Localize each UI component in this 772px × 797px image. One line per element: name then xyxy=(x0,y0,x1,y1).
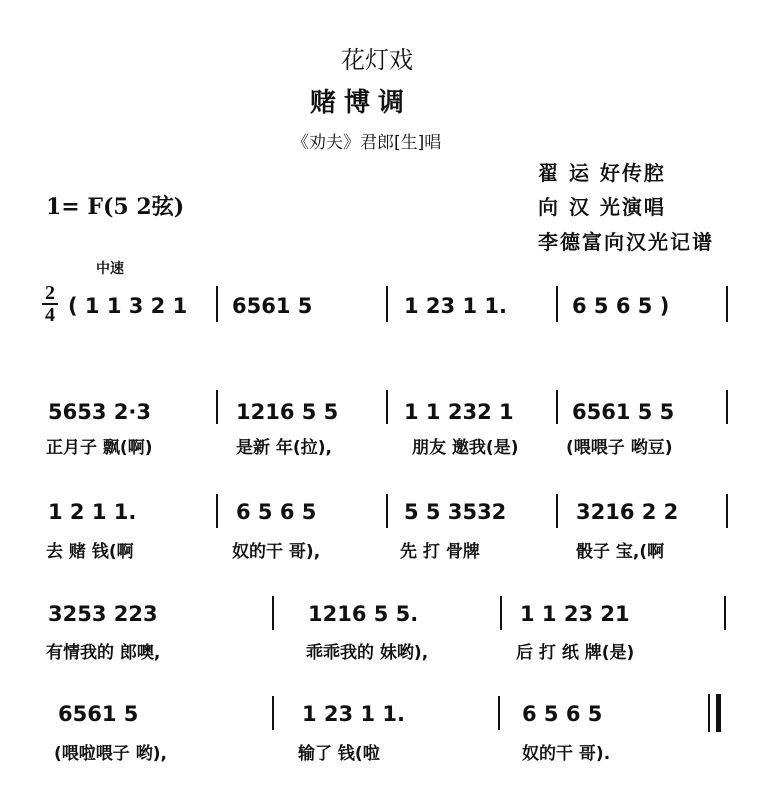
lyric: 朋友 邀我(是) xyxy=(412,438,519,458)
barline xyxy=(556,390,558,424)
tempo-mark: 中速 xyxy=(96,261,124,277)
measure: 6561 5 5 xyxy=(572,400,675,424)
lyric: 奴的干 哥). xyxy=(522,744,611,764)
lyric: 乖乖我的 妹哟), xyxy=(306,643,429,663)
barline xyxy=(726,286,728,322)
role-line: 《劝夫》君郎[生]唱 xyxy=(292,133,442,153)
barline xyxy=(216,286,218,322)
measure: 5 5 3532 xyxy=(404,500,507,524)
lyric: 输了 钱(啦 xyxy=(298,744,380,764)
measure: 1 2 1 1. xyxy=(48,500,137,524)
barline xyxy=(272,696,274,730)
time-signature xyxy=(42,284,58,324)
lyric: 后 打 纸 牌(是) xyxy=(516,643,635,663)
measure: 1 1 232 1 xyxy=(404,400,514,424)
measure: 1 23 1 1. xyxy=(404,294,507,318)
song-title: 赌博调 xyxy=(310,88,413,118)
measure: 6561 5 xyxy=(232,294,313,318)
credit-line-3: 李德富向汉光记谱 xyxy=(538,230,714,254)
lyric: 有情我的 郎噢, xyxy=(46,643,161,663)
lyric: 去 赌 钱(啊 xyxy=(46,542,134,562)
barline xyxy=(272,596,274,630)
barline xyxy=(556,494,558,528)
barline xyxy=(724,596,726,630)
genre-title: 花灯戏 xyxy=(341,46,413,74)
final-barline-thick xyxy=(716,694,721,732)
barline xyxy=(386,390,388,424)
measure: 1 1 23 21 xyxy=(520,602,630,626)
measure: ( 1 1 3 2 1 xyxy=(68,294,188,318)
barline xyxy=(498,696,500,730)
credit-line-2: 向 汉 光演唱 xyxy=(538,195,666,219)
lyric: (喂啦喂子 哟), xyxy=(54,744,167,764)
barline xyxy=(386,286,388,322)
time-signature-top: 2 xyxy=(45,282,55,304)
lyric: 先 打 骨牌 xyxy=(400,542,480,562)
lyric: (喂喂子 哟豆) xyxy=(566,438,673,458)
barline xyxy=(216,494,218,528)
measure: 6561 5 xyxy=(58,702,139,726)
lyric: 骰子 宝,(啊 xyxy=(576,542,665,562)
lyric: 奴的干 哥), xyxy=(232,542,321,562)
barline xyxy=(386,494,388,528)
measure: 6 5 6 5 xyxy=(236,500,317,524)
lyric: 正月子 飘(啊) xyxy=(46,438,153,458)
barline xyxy=(726,494,728,528)
credit-line-1: 翟 运 好传腔 xyxy=(538,161,666,185)
barline xyxy=(556,286,558,322)
barline xyxy=(216,390,218,424)
measure: 1216 5 5 xyxy=(236,400,339,424)
measure: 1216 5 5. xyxy=(308,602,419,626)
lyric: 是新 年(拉), xyxy=(236,438,332,458)
measure: 3253 223 xyxy=(48,602,158,626)
final-barline-thin xyxy=(708,694,710,732)
time-signature-bottom: 4 xyxy=(45,304,55,326)
measure: 1 23 1 1. xyxy=(302,702,405,726)
barline xyxy=(500,596,502,630)
barline xyxy=(726,390,728,424)
measure: 3216 2 2 xyxy=(576,500,679,524)
measure: 6 5 6 5 ) xyxy=(572,294,670,318)
measure: 5653 2·3 xyxy=(48,400,151,424)
measure: 6 5 6 5 xyxy=(522,702,603,726)
key-signature: 1= F(5 2弦) xyxy=(46,194,185,220)
